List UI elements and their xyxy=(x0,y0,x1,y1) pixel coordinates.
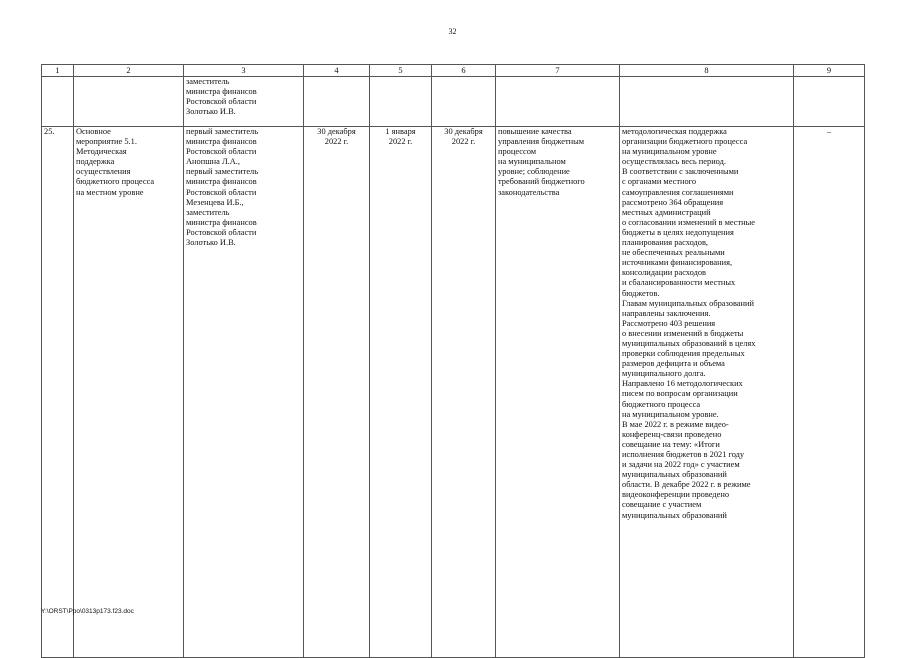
notes-cell: – xyxy=(794,127,865,658)
file-path-footer: Y:\ORST\Ppo\0313p173.f23.doc xyxy=(41,608,134,615)
expected-result-cell: повышение качества управления бюджетным процессом на муниципальном уровне; соблюдение требований бюджетного законодательства xyxy=(496,127,620,658)
row-number-cell: 25. xyxy=(42,127,74,658)
actual-end-cell: 30 декабря 2022 г. xyxy=(432,127,496,658)
empty-cell xyxy=(620,77,794,127)
empty-cell xyxy=(304,77,370,127)
header-row xyxy=(42,65,865,77)
continuation-row xyxy=(42,77,865,127)
header-cell: 8 xyxy=(620,65,794,77)
actual-start-cell: 1 января 2022 г. xyxy=(370,127,432,658)
event-cell: Основное мероприятие 5.1. Методическая поддержка осуществления бюджетного процесса на местном уровне xyxy=(74,127,184,658)
header-cell: 1 xyxy=(42,65,74,77)
responsible-cell: первый заместитель министра финансов Ростовской области Анопшна Л.А., первый заместитель министра финансов Ростовской области Мезенцева И.Б., заместитель министра финансов Ростовской области Золотько И.В. xyxy=(184,127,304,658)
header-cell: 5 xyxy=(370,65,432,77)
table-row xyxy=(42,127,865,658)
empty-cell xyxy=(794,77,865,127)
header-cell: 2 xyxy=(74,65,184,77)
empty-cell xyxy=(496,77,620,127)
header-cell: 6 xyxy=(432,65,496,77)
header-cell: 7 xyxy=(496,65,620,77)
page-number: 32 xyxy=(448,27,457,36)
empty-cell xyxy=(370,77,432,127)
actual-result-cell: методологическая поддержка организации бюджетного процесса на муниципальном уровне осуществлялась весь период. В соответствии с заключенными с органами местного самоуправления соглашениями рассмотрено 364 обращения местных администраций о согласовании изменений в местные бюджеты в целях недопущения планирования расходов, не обеспеченных реальными источниками финансирования, консолидации расходов и сбалансированности местных бюджетов. Главам муниципальных образований направлены заключения. Рассмотрено 403 решения о внесении изменений в бюджеты муниципальных образований в целях проверки соблюдения предельных размеров дефицита и объема муниципального долга. Направлено 16 методологических писем по вопросам организации бюджетного процесса на муниципальном уровне. В мае 2022 г. в режиме видео- конференц-связи проведено совещание на тему: «Итоги исполнения бюджетов в 2021 году и задачи на 2022 год» с участием муниципальных образований области. В декабре 2022 г. в режиме видеоконференции проведено совещание с участием муниципальных образований xyxy=(620,127,794,658)
responsible-cell: заместитель министра финансов Ростовской области Золотько И.В. xyxy=(184,77,304,127)
header-cell: 9 xyxy=(794,65,865,77)
planned-date-cell: 30 декабря 2022 г. xyxy=(304,127,370,658)
header-cell: 3 xyxy=(184,65,304,77)
empty-cell xyxy=(74,77,184,127)
empty-cell xyxy=(42,77,74,127)
header-cell: 4 xyxy=(304,65,370,77)
empty-cell xyxy=(432,77,496,127)
report-table xyxy=(41,64,865,658)
